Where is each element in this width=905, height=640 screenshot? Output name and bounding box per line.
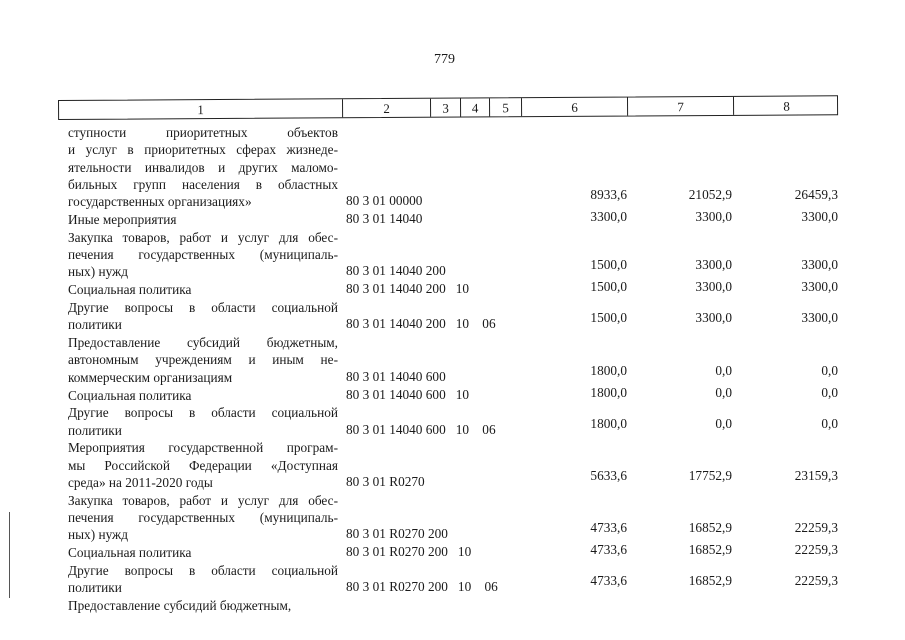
description-line: политики xyxy=(68,422,122,438)
header-col-4: 4 xyxy=(460,98,489,116)
value-col-8: 3300,0 xyxy=(801,209,838,224)
value-col-8: 3300,0 xyxy=(801,257,838,273)
value-col-7: 16852,9 xyxy=(688,542,732,558)
description-line: Социальная политика xyxy=(68,282,192,298)
description-line: политики xyxy=(68,317,122,333)
header-col-3: 3 xyxy=(430,99,460,117)
value-col-8: 0,0 xyxy=(821,415,838,431)
value-col-6: 1500,0 xyxy=(590,279,627,295)
header-col-2: 2 xyxy=(342,99,430,118)
header-col-6: 6 xyxy=(521,98,627,117)
description-line: государственных организациях» xyxy=(68,194,252,210)
row-code: 80 3 01 14040 600 xyxy=(346,368,446,384)
description-line: Социальная политика xyxy=(68,545,192,561)
description-line: печения государственных (муниципаль- xyxy=(68,247,338,263)
description-line: Предоставление субсидий бюджетным, xyxy=(68,335,338,351)
value-col-7: 3300,0 xyxy=(695,310,732,326)
description-line: ных) нужд xyxy=(68,264,128,280)
row-description xyxy=(68,124,338,210)
value-col-6: 4733,6 xyxy=(590,520,627,536)
description-line: Другие вопросы в области социальной xyxy=(68,405,338,421)
value-col-7: 3300,0 xyxy=(695,209,732,224)
row-code: 80 3 01 14040 600 10 06 xyxy=(346,421,496,437)
description-line: Закупка товаров, работ и услуг для обес- xyxy=(68,492,338,508)
row-code: 80 3 01 14040 200 xyxy=(346,263,446,279)
value-col-6: 8933,6 xyxy=(590,187,627,203)
description-line: Иные мероприятия xyxy=(68,212,177,227)
description-line: Социальная политика xyxy=(68,387,192,403)
value-col-8: 3300,0 xyxy=(801,310,838,326)
description-line: коммерческим организациям xyxy=(68,369,233,385)
value-col-7: 0,0 xyxy=(715,384,732,400)
value-col-8: 23159,3 xyxy=(794,468,838,483)
page-number: 779 xyxy=(434,52,455,67)
row-description xyxy=(68,492,338,544)
description-line: политики xyxy=(68,580,122,596)
value-col-6: 4733,6 xyxy=(590,573,627,589)
row-description xyxy=(68,597,338,614)
row-description xyxy=(68,281,338,298)
value-col-8: 22259,3 xyxy=(794,573,838,589)
header-col-7: 7 xyxy=(627,97,733,116)
value-col-8: 22259,3 xyxy=(794,542,838,558)
value-col-8: 0,0 xyxy=(821,362,838,378)
description-line: мы Российской Федерации «Доступная xyxy=(68,457,338,473)
row-code: 80 3 01 00000 xyxy=(346,193,423,209)
value-col-7: 21052,9 xyxy=(688,187,732,203)
description-line: бильных групп населения в областных xyxy=(68,176,338,192)
value-col-7: 0,0 xyxy=(715,362,732,378)
value-col-6: 1500,0 xyxy=(590,310,627,326)
description-line: ятельности инвалидов и других маломо- xyxy=(68,159,338,175)
row-description xyxy=(68,404,338,439)
header-col-5: 5 xyxy=(489,98,521,116)
description-line: печения государственных (муниципаль- xyxy=(68,510,338,526)
row-description xyxy=(68,211,338,228)
value-col-6: 1800,0 xyxy=(590,384,627,400)
row-code: 80 3 01 14040 600 10 xyxy=(346,386,469,402)
value-col-6: 5633,6 xyxy=(590,468,627,483)
value-col-7: 3300,0 xyxy=(695,279,732,295)
description-line: ступности приоритетных объектов xyxy=(68,125,338,140)
value-col-8: 3300,0 xyxy=(801,279,838,295)
row-code: 80 3 01 R0270 200 xyxy=(346,526,448,542)
value-col-6: 4733,6 xyxy=(590,542,627,558)
value-col-8: 0,0 xyxy=(821,384,838,400)
row-description xyxy=(68,562,338,597)
row-code: 80 3 01 14040 200 10 06 xyxy=(346,316,496,332)
row-description xyxy=(68,439,338,491)
value-col-7: 16852,9 xyxy=(688,573,732,589)
row-code: 80 3 01 14040 xyxy=(346,211,423,226)
description-line: Предоставление субсидий бюджетным, xyxy=(68,598,292,614)
description-line: Другие вопросы в области социальной xyxy=(68,563,338,578)
row-code: 80 3 01 R0270 200 10 xyxy=(346,544,472,560)
description-line: среда» на 2011-2020 годы xyxy=(68,474,213,490)
row-description xyxy=(68,387,338,404)
scan-artifact-line xyxy=(9,512,10,598)
value-col-7: 16852,9 xyxy=(688,520,732,536)
row-description xyxy=(68,229,338,281)
value-col-7: 3300,0 xyxy=(695,257,732,273)
header-col-8: 8 xyxy=(733,96,839,115)
value-col-7: 0,0 xyxy=(715,415,732,431)
row-description xyxy=(68,299,338,334)
description-line: Другие вопросы в области социальной xyxy=(68,300,338,315)
value-col-6: 1800,0 xyxy=(590,362,627,378)
description-line: ных) нужд xyxy=(68,527,128,543)
row-description xyxy=(68,544,338,561)
value-col-6: 1500,0 xyxy=(590,257,627,273)
value-col-8: 26459,3 xyxy=(794,187,838,203)
description-line: Закупка товаров, работ и услуг для обес- xyxy=(68,229,338,245)
row-description xyxy=(68,334,338,386)
value-col-7: 17752,9 xyxy=(688,468,732,483)
header-col-1: 1 xyxy=(197,102,204,118)
description-line: автономным учреждениям и иным не- xyxy=(68,352,338,368)
value-col-6: 1800,0 xyxy=(590,415,627,431)
value-col-8: 22259,3 xyxy=(794,520,838,536)
row-code: 80 3 01 R0270 xyxy=(346,474,425,489)
description-line: и услуг в приоритетных сферах жизнеде- xyxy=(68,142,338,158)
row-code: 80 3 01 14040 200 10 xyxy=(346,281,469,297)
value-col-6: 3300,0 xyxy=(590,209,627,224)
row-code: 80 3 01 R0270 200 10 06 xyxy=(346,579,498,595)
description-line: Мероприятия государственной програм- xyxy=(68,440,338,456)
